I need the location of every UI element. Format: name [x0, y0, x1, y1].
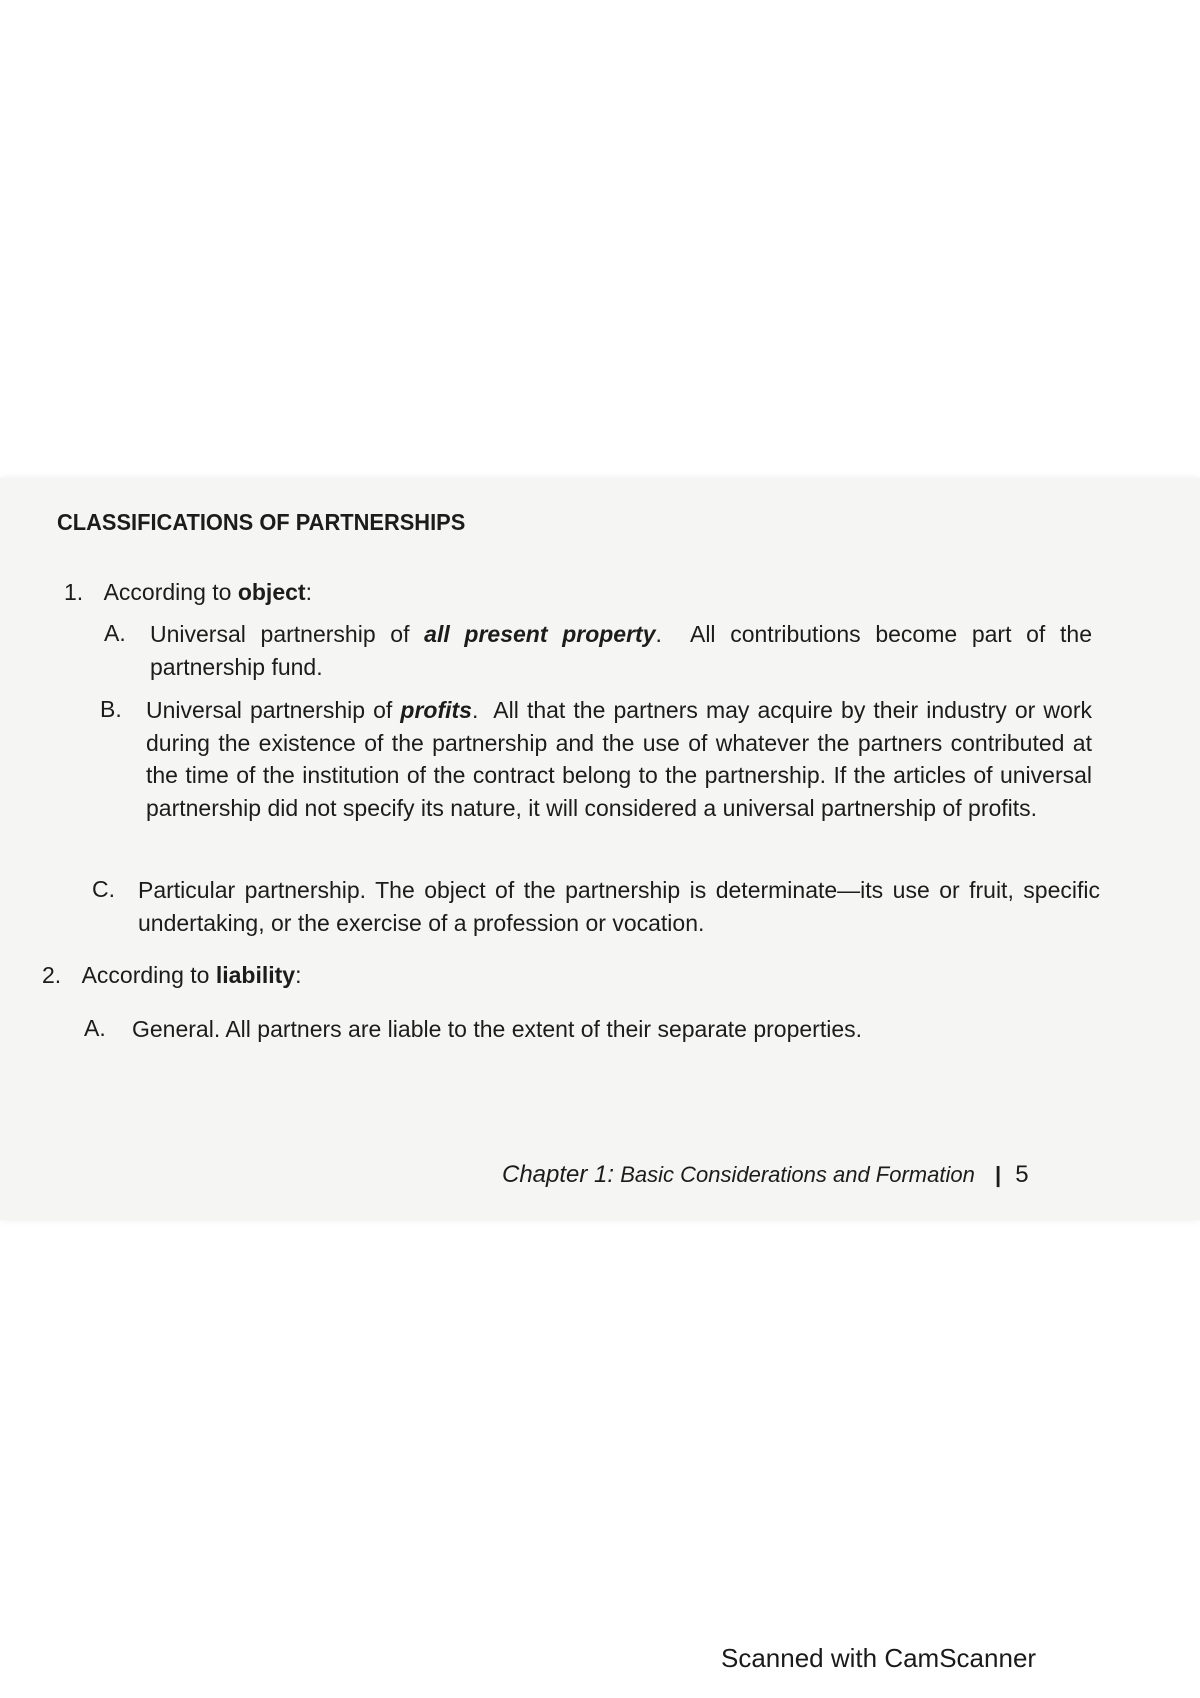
item-text: All contributions become part of the partnership fund. [150, 621, 1092, 680]
item-1a-paragraph [150, 618, 1092, 683]
section-heading-keyword: object [237, 579, 306, 605]
item-letter: B. [100, 696, 122, 722]
section-number: 2. [42, 962, 62, 988]
page-number: 5 [1015, 1161, 1029, 1188]
item-lead: Universal partnership of [146, 697, 401, 723]
footer-chapter: Chapter 1: [502, 1161, 615, 1188]
footer-separator: | [994, 1162, 1002, 1187]
section-1-heading [64, 576, 312, 609]
item-after-emphasis: . [471, 697, 479, 723]
scanner-watermark: Scanned with CamScanner [721, 1643, 1037, 1673]
item-1b-paragraph [146, 694, 1092, 824]
item-emphasis: profits [400, 697, 472, 723]
footer-chapter-title: Basic Considerations and Formation [620, 1162, 975, 1187]
item-1c-paragraph: Particular partnership. The object of the partnership is determinate—its use or fruit, specific undertaking, or the exercise of a profession or vocation. [138, 877, 1100, 936]
page-title: CLASSIFICATIONS OF PARTNERSHIPS [57, 509, 466, 535]
item-2a-paragraph: General. All partners are liable to the extent of their separate properties. [132, 1016, 863, 1042]
item-emphasis: all present property [424, 621, 656, 647]
item-lead: Universal partnership of [150, 621, 425, 647]
section-2-heading [42, 959, 301, 992]
scanned-page [0, 478, 1200, 1220]
section-heading-keyword: liability [215, 962, 296, 988]
section-heading-prefix: According to [103, 579, 238, 605]
item-text: All that the partners may acquire by their industry or work during the existence of the partnership and the use of whatever the partners contributed at the time of the institution of the contract belong to the partnership. If the articles of universal partnership did not specify its nature, it will considered a universal partnership of profits. [146, 697, 1092, 821]
item-after-emphasis: . [655, 621, 662, 647]
section-number: 1. [64, 579, 84, 605]
section-heading-suffix: : [305, 579, 312, 605]
item-letter: A. [104, 620, 126, 646]
item-letter: A. [84, 1015, 106, 1041]
item-letter: C. [92, 876, 115, 902]
section-heading-prefix: According to [81, 962, 216, 988]
page-footer [502, 1161, 1029, 1189]
section-heading-suffix: : [295, 962, 302, 988]
